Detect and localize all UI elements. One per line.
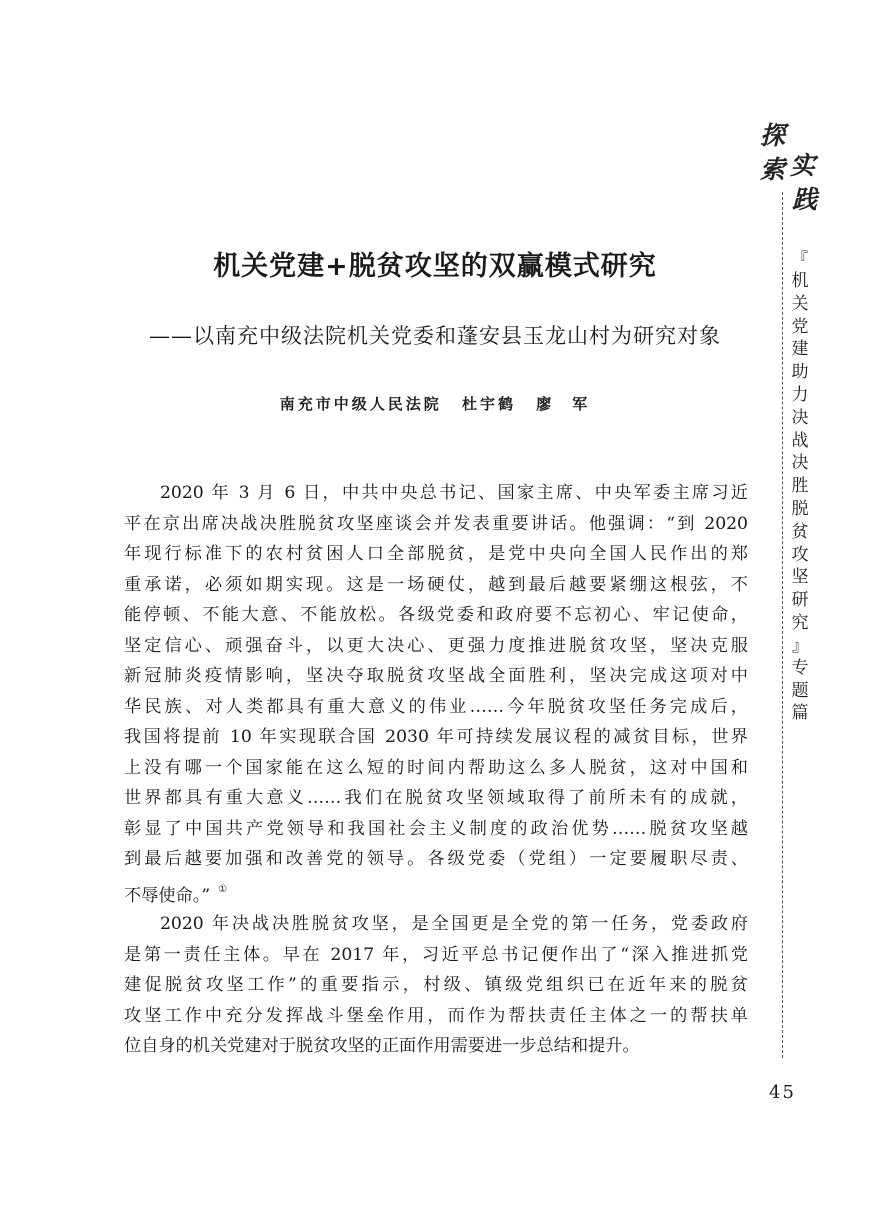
article-body bbox=[124, 478, 748, 1062]
column-char: 关 bbox=[791, 293, 809, 314]
text-line: 是第一责任主体。早在 2017 年，习近平总书记便作出了“深入推进抓党 bbox=[124, 944, 748, 965]
text-line: 我国将提前 10 年实现联合国 2030 年可持续发展议程的减贫目标，世界 bbox=[124, 727, 748, 747]
text-line: 建促脱贫攻坚工作”的重要指示，村级、镇级党组织已在近年来的脱贫 bbox=[124, 975, 748, 995]
text-line: 攻坚工作中充分发挥战斗堡垒作用，而作为帮扶责任主体之一的帮扶单 bbox=[124, 1005, 748, 1026]
brand-char: 索 bbox=[760, 150, 785, 186]
column-char: 贫 bbox=[791, 521, 809, 542]
article-subtitle: ——以南充中级法院机关党委和蓬安县玉龙山村为研究对象 bbox=[149, 324, 721, 348]
author-line bbox=[120, 393, 750, 414]
text-line: 新冠肺炎疫情影响，坚决夺取脱贫攻坚战全面胜利，坚决完成这项对中 bbox=[124, 666, 748, 686]
section-char: 篇 bbox=[791, 703, 809, 724]
column-char: 研 bbox=[791, 590, 809, 611]
sidebar-dashed-rule bbox=[782, 192, 783, 1058]
author-organization: 南充市中级人民法院 bbox=[279, 395, 442, 413]
brand-char: 践 bbox=[792, 180, 817, 216]
column-char: 机 bbox=[791, 271, 809, 291]
text-line: 彰显了中国共产党领导和我国社会主义制度的政治优势……脱贫攻坚越 bbox=[124, 818, 748, 839]
column-char: 党 bbox=[791, 316, 809, 337]
sidebar-column-title bbox=[787, 248, 813, 725]
column-char: 助 bbox=[791, 362, 809, 383]
text-line: 位自身的机关党建对于脱贫攻坚的正面作用需要进一步总结和提升。 bbox=[124, 1036, 640, 1056]
section-char: 专 bbox=[791, 657, 809, 678]
brand-calligraphy bbox=[758, 116, 822, 226]
column-char: 力 bbox=[791, 384, 809, 405]
text-line: 平在京出席决战决胜脱贫攻坚座谈会并发表重要讲话。他强调：“到 2020 bbox=[124, 513, 748, 534]
author-name-2: 廖 军 bbox=[536, 395, 591, 413]
column-char: 究 bbox=[791, 612, 809, 633]
column-char: 胜 bbox=[791, 476, 809, 497]
text-line: 世界都具有重大意义……我们在脱贫攻坚领域取得了前所未有的成就， bbox=[124, 788, 748, 808]
column-char: 战 bbox=[791, 430, 809, 451]
footnote-marker[interactable]: ① bbox=[218, 883, 228, 895]
open-quote: 『 bbox=[791, 249, 808, 268]
author-name-1: 杜宇鹤 bbox=[461, 395, 516, 413]
article-title: 机关党建+脱贫攻坚的双赢模式研究 bbox=[213, 251, 657, 282]
text-line-last bbox=[124, 875, 748, 906]
brand-char: 实 bbox=[790, 146, 815, 182]
text-line-end: 不辱使命。” bbox=[124, 885, 211, 906]
paragraph-2 bbox=[124, 909, 748, 1062]
page-number: 45 bbox=[769, 1082, 796, 1103]
text-line: 重承诺，必须如期实现。这是一场硬仗，越到最后越要紧绷这根弦，不 bbox=[124, 574, 748, 595]
brand-char: 探 bbox=[760, 116, 785, 152]
text-line: 年现行标准下的农村贫困人口全部脱贫，是党中央向全国人民作出的郑 bbox=[124, 544, 748, 564]
column-char: 决 bbox=[791, 407, 809, 428]
text-line: 2020 年决战决胜脱贫攻坚，是全国更是全党的第一任务，党委政府 bbox=[160, 914, 748, 934]
paragraph-1 bbox=[124, 478, 748, 905]
text-line: 上没有哪一个国家能在这么短的时间内帮助这么多人脱贫，这对中国和 bbox=[124, 757, 748, 778]
text-line: 华民族、对人类都具有重大意义的伟业……今年脱贫攻坚任务完成后， bbox=[124, 696, 748, 717]
column-char: 坚 bbox=[791, 567, 809, 588]
column-char: 建 bbox=[791, 339, 809, 360]
text-line: 到最后越要加强和改善党的领导。各级党委（党组）一定要履职尽责、 bbox=[124, 849, 748, 869]
text-line: 能停顿、不能大意、不能放松。各级党委和政府要不忘初心、牢记使命， bbox=[124, 605, 748, 625]
column-char: 决 bbox=[791, 453, 809, 474]
section-char: 题 bbox=[791, 680, 809, 701]
column-char: 脱 bbox=[791, 498, 809, 519]
text-line: 2020 年 3 月 6 日，中共中央总书记、国家主席、中央军委主席习近 bbox=[160, 483, 748, 503]
close-quote: 』 bbox=[791, 635, 808, 655]
column-char: 攻 bbox=[791, 544, 809, 565]
text-line: 坚定信心、顽强奋斗，以更大决心、更强力度推进脱贫攻坚，坚决克服 bbox=[124, 635, 748, 656]
